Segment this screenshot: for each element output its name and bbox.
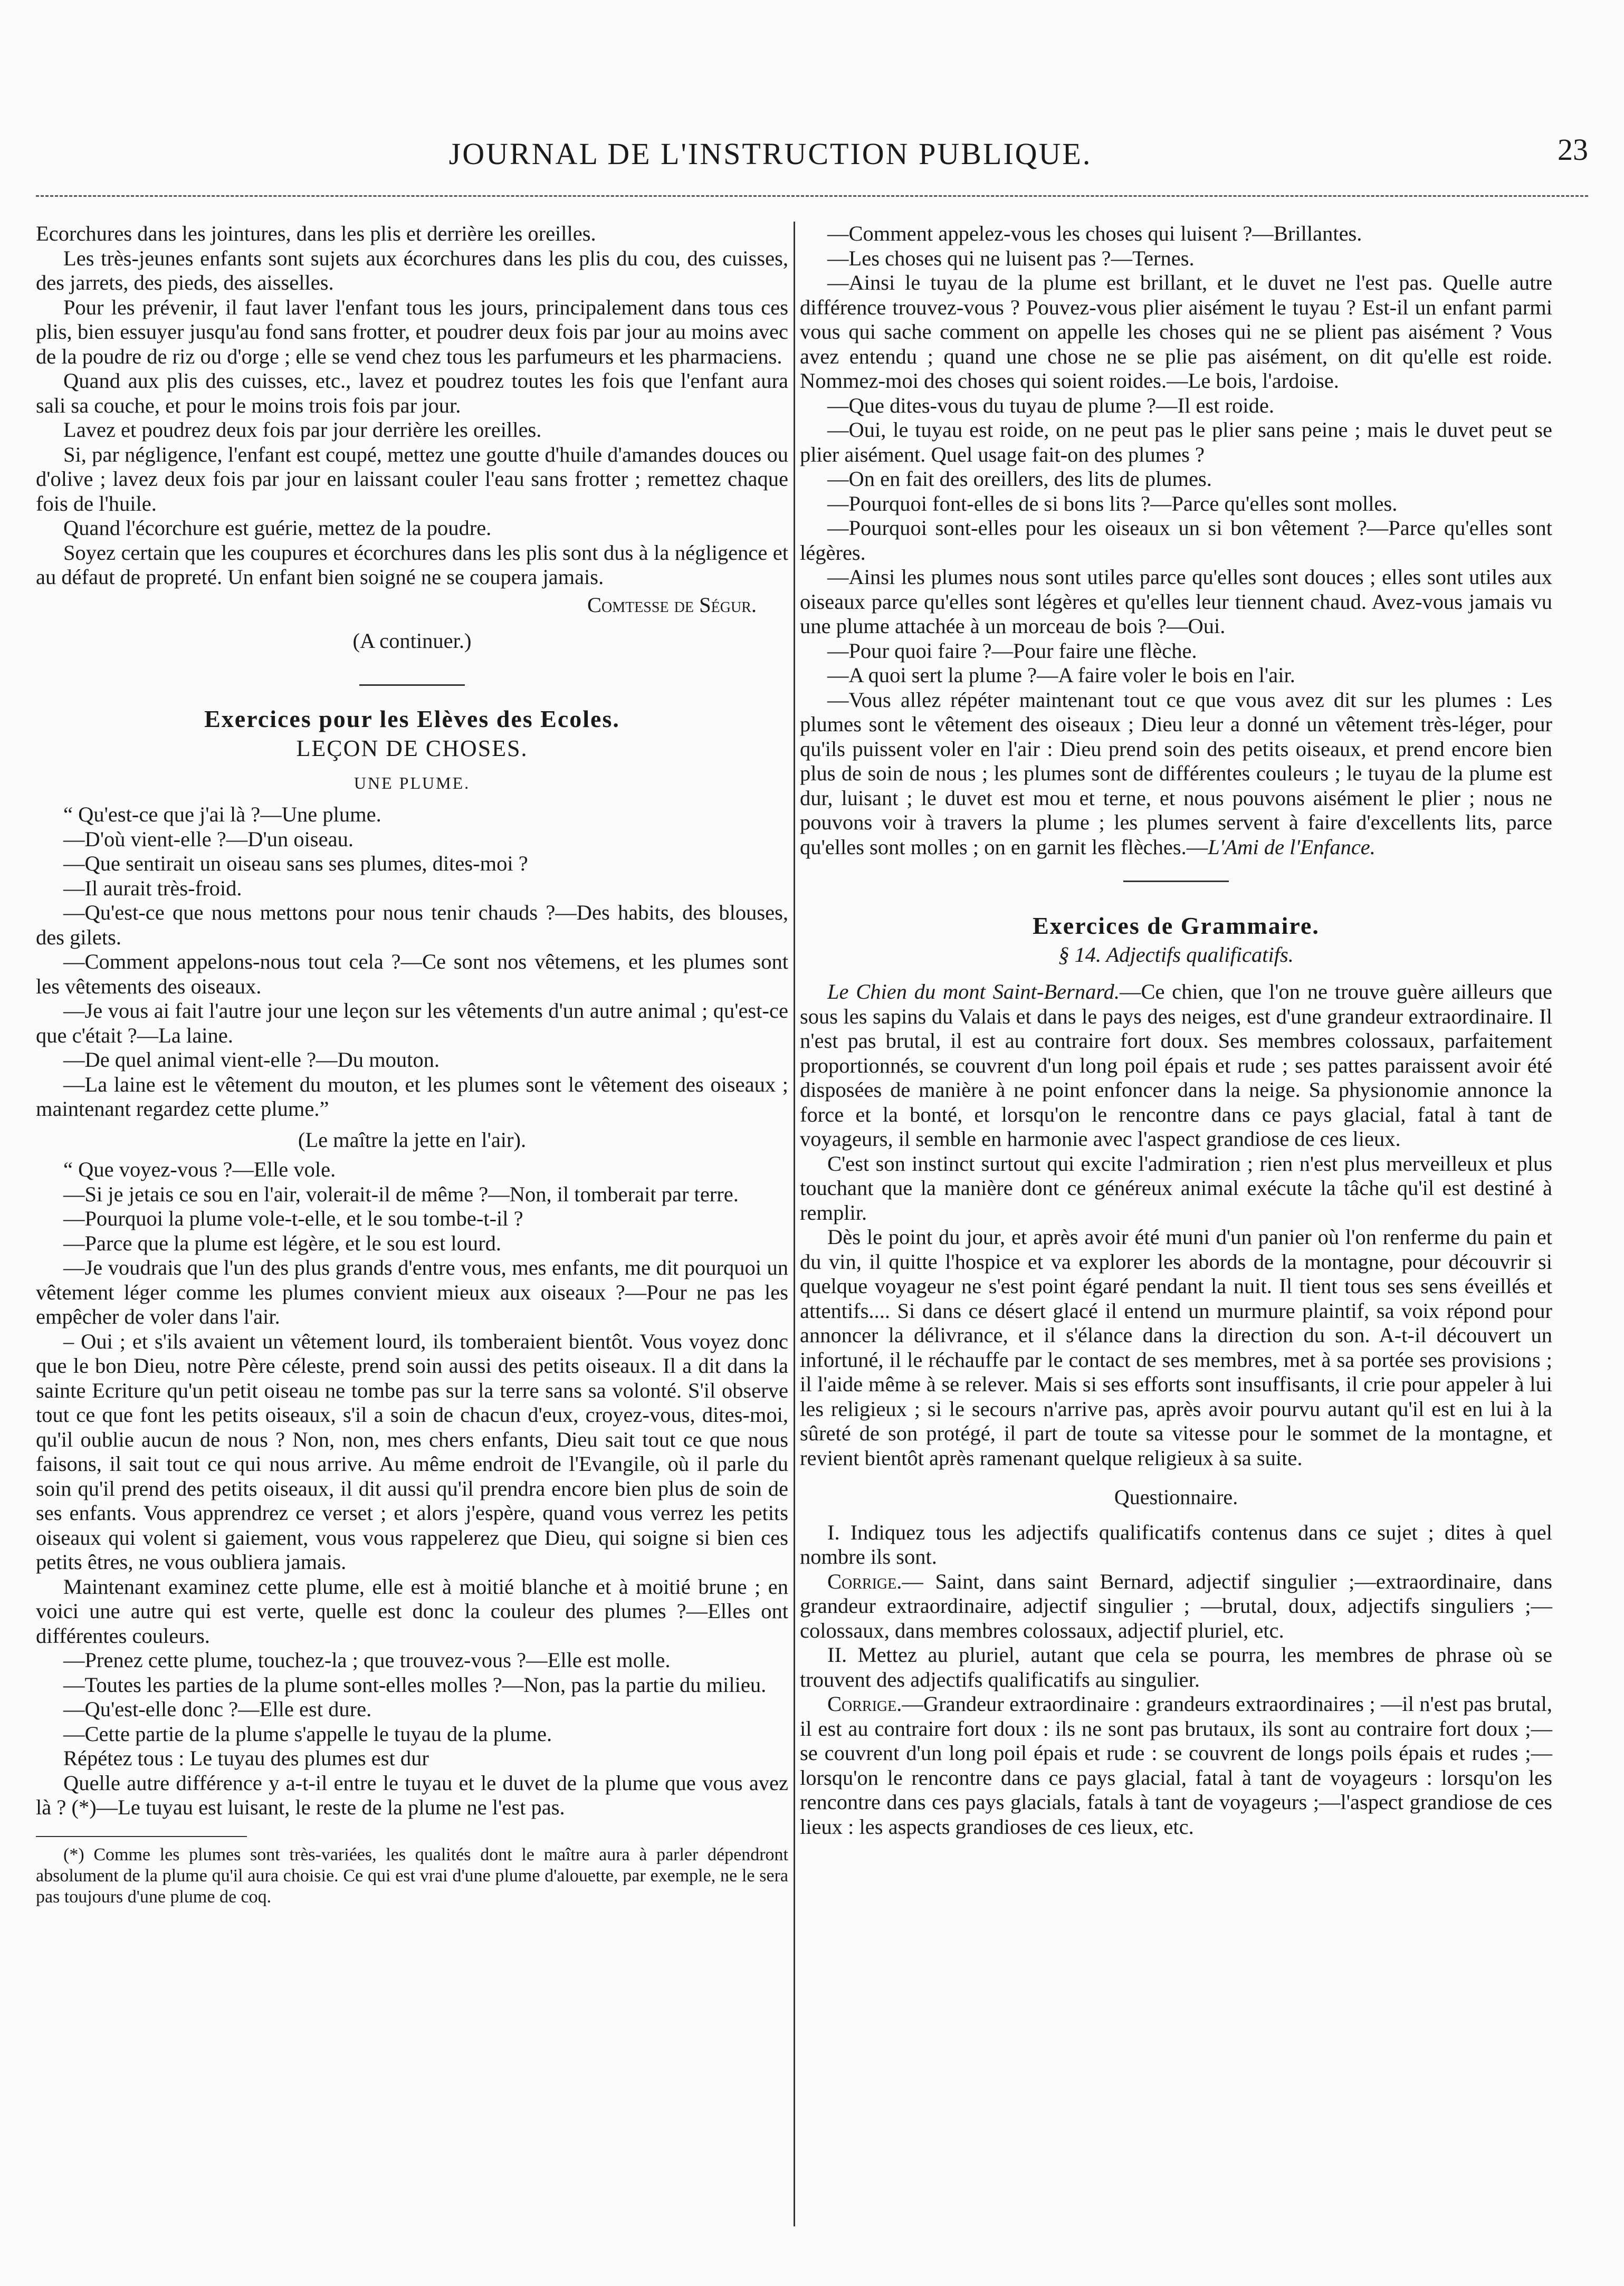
stage-direction: (Le maître la jette en l'air). bbox=[298, 1127, 527, 1152]
dialogue-line: —Il aurait très-froid. bbox=[63, 876, 242, 900]
question: II. Mettez au pluriel, autant que cela se pourra, les membres de phrase où se trouvent des adjectifs qualificatifs au singulier. bbox=[800, 1643, 1552, 1691]
paragraph: Pour les prévenir, il faut laver l'enfant tous les jours, principalement dans tous ces plis, bien essuyer jusqu'au fond sans frotter, et poudrer deux fois par jour au moins avec de la poudre de riz ou d'orge ; elle se vend chez tous les parfumeurs et les pharmaciens. bbox=[36, 295, 788, 368]
paragraph: Quand aux plis des cuisses, etc., lavez et poudrez toutes les fois que l'enfant aura sali sa couche, et pour le moins trois fois par jour. bbox=[36, 369, 788, 417]
dialogue-line: —Pourquoi la plume vole-t-elle, et le sou tombe-t-il ? bbox=[63, 1207, 523, 1230]
dialogue-line: —Ainsi les plumes nous sont utiles parce qu'elles sont douces ; elles sont utiles aux oiseaux parce qu'elles sont légères et qu'elles leur tiennent chaud. Avez-vous jamais vu une plume attachée à un morceau de bois ?—Oui. bbox=[800, 565, 1552, 638]
header-rule bbox=[36, 195, 1588, 197]
grammar-section-title: Exercices de Grammaire. bbox=[1033, 912, 1320, 939]
answer-label: Corrige. bbox=[827, 1569, 902, 1593]
text-body: —Ce chien, que l'on ne trouve guère ailleurs que sous les sapins du Valais et dans le pays des neiges, est d'une grandeur extraordinaire. Il n'est pas brutal, il est au contraire fort doux. Ses membres colossaux, parfaitement proportionnés, se couvrent d'un long poil épais et rude ; ses pattes paraissent avoir été disposées de manière à ne point enfoncer dans la neige. Sa physionomie annonce la force et la bonté, et lorsqu'on le rencontre dans ce pays glacial, fatal à tant de voyageurs, il semble en harmonie avec l'aspect grandiose de ces lieux. bbox=[800, 980, 1553, 1151]
dialogue-line: —Toutes les parties de la plume sont-elles molles ?—Non, pas la partie du milieu. bbox=[63, 1672, 767, 1697]
dialogue-line: —Qu'est-ce que nous mettons pour nous tenir chauds ?—Des habits, des blouses, des gilets. bbox=[36, 901, 788, 949]
dialogue-line: —Vous allez répéter maintenant tout ce que vous avez dit sur les plumes : Les plumes sont le vêtement des oiseaux ; Dieu leur a donné un vêtement très-léger, pour qu'ils puissent voler en l'air : Dieu prend soin des petits oiseaux, et prend encore bien plus de soin de nous ; les plumes sont de différentes couleurs ; le tuyau de la plume est dur, luisant ; le duvet est mou et terne, et nous pouvons aisément le plier ; nous ne pouvons voir à travers la plume ; les plumes servent à faire d'excellents lits, parce qu'elles sont molles ; on en garnit les flèches.—L'Ami de l'Enfance. bbox=[800, 687, 1552, 859]
dialogue-line: —Prenez cette plume, touchez-la ; que trouvez-vous ?—Elle est molle. bbox=[63, 1648, 671, 1672]
paragraph: Si, par négligence, l'enfant est coupé, mettez une goutte d'huile d'amandes douces ou d'olive ; lavez deux fois par jour en laissant couler l'eau sans frotter ; remettez chaque fois de l'huile. bbox=[36, 442, 788, 515]
intro-heading: Ecorchures dans les jointures, dans les plis et derrière les oreilles. bbox=[36, 222, 596, 245]
dialogue-line: – Oui ; et s'ils avaient un vêtement lourd, ils tomberaient bientôt. Vous voyez donc que le bon Dieu, notre Père céleste, prend soin aussi des petits oiseaux. Il a dit dans la sainte Ecriture qu'un petit oiseau ne tombe pas sur la terre sans sa volonté. S'il observe tout ce que font les petits oiseaux, s'il a soin de chacun d'eux, croyez-vous, dites-moi, qu'il oublie aucun de nous ? Non, non, mes chers enfants, Dieu sait tout ce que nous faisons, il sait tout ce qui nous arrive. Au même endroit de l'Evangile, où il parle du soin qu'il prend des petits oiseaux, il dit aussi qu'il prendra encore bien plus de soin de ses enfants. Vous apprendrez ce verset ; et alors j'espère, quand vous verrez les petits oiseaux qui volent si gaiement, vous vous rappelerez que Dieu, qui soigne si bien ces petits êtres, ne vous oubliera jamais. bbox=[36, 1329, 788, 1574]
lesson-title: LEÇON DE CHOSES. bbox=[296, 735, 528, 761]
question: I. Indiquez tous les adjectifs qualificatifs contenus dans ce sujet ; dites à quel nombre ils sont. bbox=[800, 1520, 1552, 1568]
page-number: 23 bbox=[1558, 132, 1588, 167]
journal-title: JOURNAL DE L'INSTRUCTION PUBLIQUE. bbox=[448, 137, 1092, 171]
footnote-rule bbox=[36, 1836, 247, 1837]
text-paragraph: C'est son instinct surtout qui excite l'admiration ; rien n'est plus merveilleux et plus touchant que la manière dont ce généreux animal exécute la tâche qu'il est destiné à remplir. bbox=[800, 1151, 1552, 1225]
questionnaire-title: Questionnaire. bbox=[1114, 1485, 1238, 1509]
left-column bbox=[36, 222, 788, 1908]
dialogue-line: —On en fait des oreillers, des lits de plumes. bbox=[827, 467, 1212, 491]
dialogue-line: —Cette partie de la plume s'appelle le tuyau de la plume. bbox=[63, 1721, 552, 1746]
footnote: (*) Comme les plumes sont très-variées, les qualités dont le maître aura à parler dépendront absolument de la plume qu'il aura choisie. Ce qui est vrai d'une plume d'alouette, par exemple, ne le sera pas toujours d'une plume de coq. bbox=[36, 1844, 788, 1907]
right-column bbox=[800, 222, 1552, 1839]
answer bbox=[800, 1692, 1552, 1839]
dialogue-line: —Je voudrais que l'un des plus grands d'entre vous, mes enfants, me dit pourquoi un vêtement léger comme les plumes convient mieux aux oiseaux ?—Pour ne pas les empêcher de voler dans l'air. bbox=[36, 1256, 788, 1328]
dialogue-line: —Ainsi le tuyau de la plume est brillant, et le duvet ne l'est pas. Quelle autre différence trouvez-vous ? Pouvez-vous plier aisément le tuyau ? Est-il un enfant parmi vous qui sache comment on appelle les choses qui ne se plient pas aisément ? Vous avez entendu ; quand une chose ne se plie pas aisément, on dit qu'elle est roide. Nommez-moi des choses qui soient roides.—Le bois, l'ardoise. bbox=[800, 271, 1552, 393]
dialogue-line: —D'où vient-elle ?—D'un oiseau. bbox=[63, 827, 354, 851]
source-credit: L'Ami de l'Enfance. bbox=[1208, 835, 1375, 859]
signature: Comtesse de Ségur. bbox=[587, 592, 757, 617]
dialogue-line: Quelle autre différence y a-t-il entre le tuyau et le duvet de la plume que vous avez là ? (*)—Le tuyau est luisant, le reste de la plume ne l'est pas. bbox=[36, 1771, 788, 1819]
dialogue-line: —Que dites-vous du tuyau de plume ?—Il est roide. bbox=[827, 393, 1274, 417]
dialogue-line: —Qu'est-elle donc ?—Elle est dure. bbox=[63, 1697, 372, 1721]
dialogue-line: —Parce que la plume est légère, et le sou est lourd. bbox=[63, 1231, 501, 1255]
page-header bbox=[0, 132, 1624, 174]
dialogue-line: —Pourquoi sont-elles pour les oiseaux un si bon vêtement ?—Parce qu'elles sont légères. bbox=[800, 516, 1552, 565]
answer-text: — Saint, dans saint Bernard, adjectif singulier ;—extraordinaire, dans grandeur extraordinaire, adjectif singulier ; —brutal, doux, adjectifs singuliers ;—colossaux, dans membres colossaux, adjectif pluriel, etc. bbox=[800, 1569, 1552, 1642]
dialogue-line: —Comment appelez-vous les choses qui luisent ?—Brillantes. bbox=[827, 222, 1362, 245]
dialogue-line: —Si je jetais ce sou en l'air, volerait-il de même ?—Non, il tomberait par terre. bbox=[63, 1182, 739, 1206]
dialogue-line: —La laine est le vêtement du mouton, et les plumes sont le vêtement des oiseaux ; maintenant regardez cette plume.” bbox=[36, 1072, 788, 1121]
answer-label: Corrige. bbox=[827, 1692, 902, 1716]
dialogue-line: —Pour quoi faire ?—Pour faire une flèche. bbox=[827, 638, 1197, 663]
grammar-section-subtitle: § 14. Adjectifs qualificatifs. bbox=[1058, 942, 1294, 967]
dialogue-summary: —Vous allez répéter maintenant tout ce que vous avez dit sur les plumes : Les plumes sont le vêtement des oiseaux ; Dieu leur a donné un vêtement très-léger, pour qu'ils puissent voler en l'air : Dieu prend soin des petits oiseaux, et prend encore bien plus de soin de nous ; les plumes sont de différentes couleurs ; le tuyau de la plume est dur, luisant ; le duvet est mou et terne, et nous pouvons aisément le plier ; nous ne pouvons voir à travers la plume ; les plumes servent à faire d'excellents lits, parce qu'elles sont molles ; on en garnit les flèches. bbox=[800, 687, 1552, 859]
paragraph: Soyez certain que les coupures et écorchures dans les plis sont dus à la négligence et au défaut de propreté. Un enfant bien soigné ne se coupera jamais. bbox=[36, 540, 788, 589]
dialogue-line: —Comment appelons-nous tout cela ?—Ce sont nos vêtemens, et les plumes sont les vêtements des oiseaux. bbox=[36, 950, 788, 998]
dialogue-line: —Oui, le tuyau est roide, on ne peut pas le plier sans peine ; mais le duvet peut se plier aisément. Quel usage fait-on des plumes ? bbox=[800, 418, 1552, 466]
dialogue-line: —Pourquoi font-elles de si bons lits ?—Parce qu'elles sont molles. bbox=[827, 491, 1398, 515]
text-paragraph bbox=[800, 980, 1552, 1152]
dialogue-line: —De quel animal vient-elle ?—Du mouton. bbox=[63, 1048, 440, 1072]
answer-text: —Grandeur extraordinaire : grandeurs extraordinaires ; —il n'est pas brutal, il est au contraire fort doux : ils ne sont pas brutaux, ils sont au contraire fort doux ;—se couvrent d'un long poil épais et rude : se couvrent de longs poils épais et rudes ;—lorsqu'on le rencontre dans ce pays glacial, fatal à tant de voyageurs : lorsqu'on les rencontre dans ces pays glacials, fatals à tant de voyageurs ;—l'aspect grandiose de ces lieux : les aspects grandioses de ces lieux, etc. bbox=[800, 1692, 1552, 1839]
dialogue-line: —Je vous ai fait l'autre jour une leçon sur les vêtements d'un autre animal ; qu'est-ce que c'était ?—La laine. bbox=[36, 999, 788, 1047]
text-title: Le Chien du mont Saint-Bernard. bbox=[827, 980, 1120, 1003]
section-title: Exercices pour les Elèves des Ecoles. bbox=[204, 705, 620, 732]
dialogue-line: —Les choses qui ne luisent pas ?—Ternes. bbox=[827, 246, 1195, 270]
column-divider bbox=[794, 222, 795, 2226]
dialogue-line: Maintenant examinez cette plume, elle est à moitié blanche et à moitié brune ; en voici une autre qui est verte, quelle est donc la couleur des plumes ?—Elles ont différentes couleurs. bbox=[36, 1574, 788, 1648]
continuation-note: (A continuer.) bbox=[352, 629, 472, 653]
section-rule bbox=[1123, 881, 1229, 882]
section-rule bbox=[359, 684, 465, 686]
dialogue-line: “ Qu'est-ce que j'ai là ?—Une plume. bbox=[63, 802, 381, 826]
paragraph: Les très-jeunes enfants sont sujets aux écorchures dans les plis du cou, des cuisses, des jarrets, des pieds, des aisselles. bbox=[36, 246, 788, 294]
dialogue-line: —A quoi sert la plume ?—A faire voler le bois en l'air. bbox=[827, 663, 1295, 687]
paragraph: Lavez et poudrez deux fois par jour derrière les oreilles. bbox=[63, 418, 542, 442]
lesson-subtitle: UNE PLUME. bbox=[354, 773, 471, 792]
text-paragraph: Dès le point du jour, et après avoir été muni d'un panier où l'on renferme du pain et du vin, il quitte l'hospice et va explorer les abords de la montagne, pour découvrir si quelque voyageur ne s'est point égaré pendant la nuit. Il tient tous ses sens éveillés et attentifs.... Si dans ce désert glacé il entend un murmure plaintif, sa voix répond pour annoncer la délivrance, et il s'élance dans la direction du son. A-t-il découvert un infortuné, il le réchauffe par le contact de ses membres, met à sa portée ses provisions ; il l'aide même à se relever. Mais si ses efforts sont insuffisants, il crie pour appeler à lui les religieux ; si le secours n'arrive pas, après avoir pourvu autant qu'il est en lui à la sûreté de son protégé, il part de toute sa vitesse pour le sommet de la montagne, et revient bientôt après ramenant quelque religieux à sa suite. bbox=[800, 1225, 1552, 1470]
paragraph: Quand l'écorchure est guérie, mettez de la poudre. bbox=[63, 516, 492, 540]
answer bbox=[800, 1570, 1552, 1643]
dialogue-line: —Que sentirait un oiseau sans ses plumes, dites-moi ? bbox=[63, 852, 528, 875]
dialogue-line: “ Que voyez-vous ?—Elle vole. bbox=[63, 1158, 336, 1181]
dialogue-line: Répétez tous : Le tuyau des plumes est dur bbox=[63, 1746, 429, 1770]
